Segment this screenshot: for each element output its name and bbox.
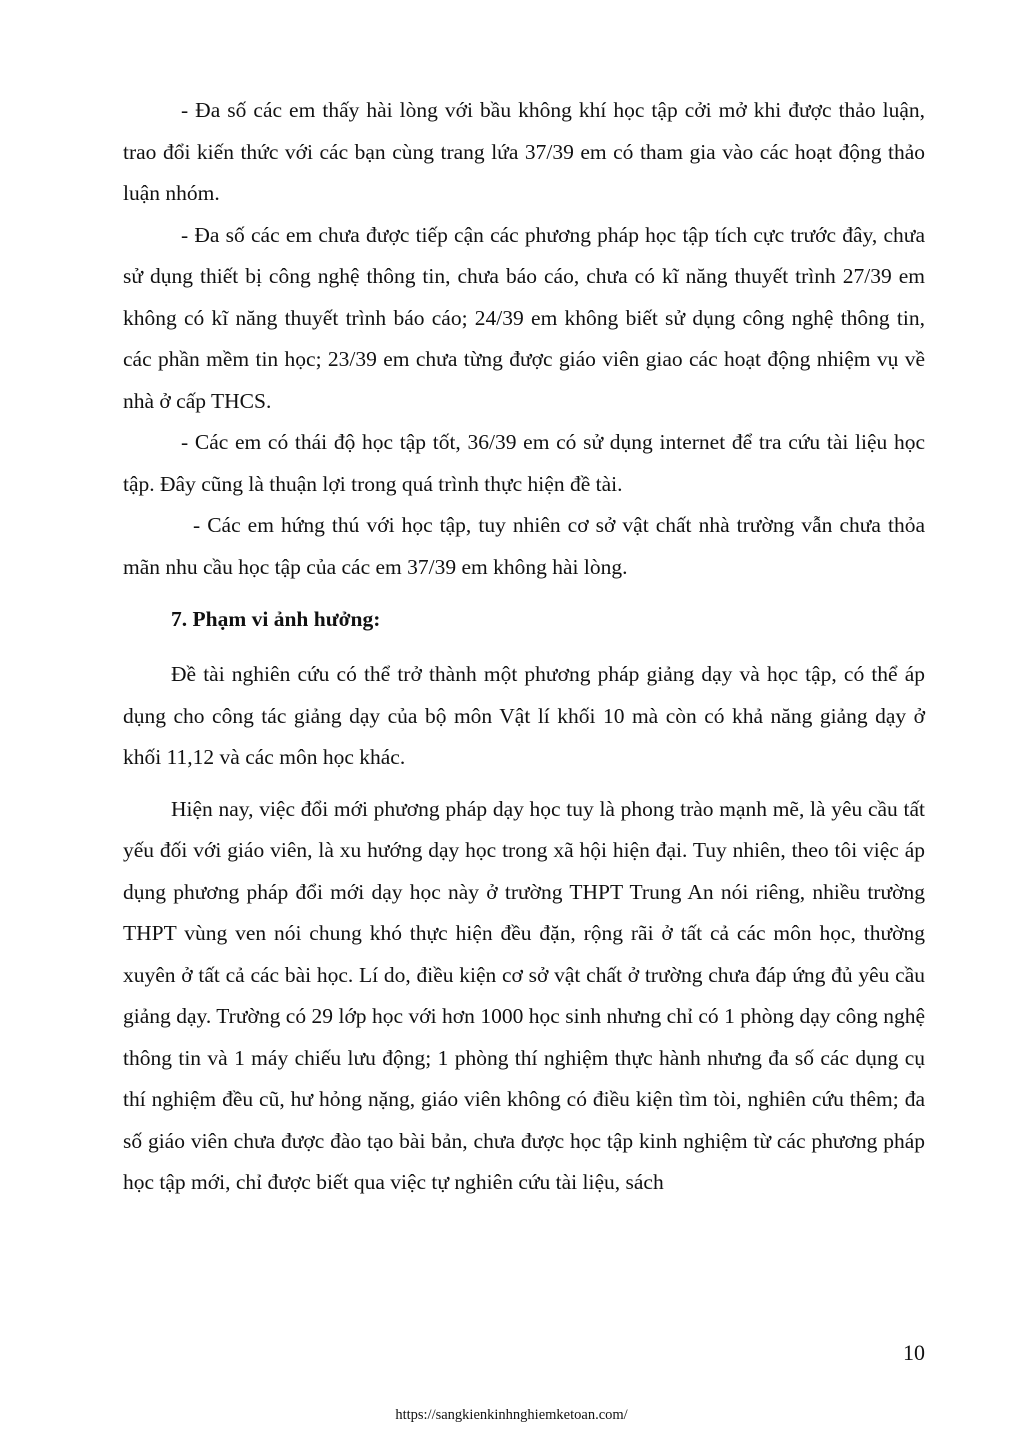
paragraph-attitude: - Các em có thái độ học tập tốt, 36/39 em có sử dụng internet để tra cứu tài liệu học tập. Đây cũng là thuận lợi trong quá trình thực hiện đề tài. (123, 430, 925, 496)
footer-url[interactable]: https://sangkienkinhnghiemketoan.com/ (395, 1407, 628, 1423)
paragraph-scope: Đề tài nghiên cứu có thể trở thành một phương pháp giảng dạy và học tập, có thể áp dụng cho công tác giảng dạy của bộ môn Vật lí khối 10 mà còn có khả năng giảng dạy ở khối 11,12 và các môn học khác. (123, 662, 925, 769)
paragraph-satisfaction: - Đa số các em thấy hài lòng với bầu không khí học tập cởi mở khi được thảo luận, trao đổi kiến thức với các bạn cùng trang lứa 37/39 em có tham gia vào các hoạt động thảo luận nhóm. (123, 98, 925, 205)
document-body (123, 90, 925, 1204)
page-number: 10 (903, 1340, 925, 1365)
paragraph-interest: - Các em hứng thú với học tập, tuy nhiên cơ sở vật chất nhà trường vẫn chưa thỏa mãn nhu cầu học tập của các em 37/39 em không hài lòng. (123, 513, 925, 579)
section-heading: 7. Phạm vi ảnh hưởng: (171, 607, 381, 631)
paragraph-methods-access: - Đa số các em chưa được tiếp cận các phương pháp học tập tích cực trước đây, chưa sử dụng thiết bị công nghệ thông tin, chưa báo cáo, chưa có kĩ năng thuyết trình 27/39 em không có kĩ năng thuyết trình báo cáo; 24/39 em không biết sử dụng công nghệ thông tin, các phần mềm tin học; 23/39 em chưa từng được giáo viên giao các hoạt động nhiệm vụ về nhà ở cấp THCS. (123, 222, 925, 413)
paragraph-current-situation: Hiện nay, việc đổi mới phương pháp dạy học tuy là phong trào mạnh mẽ, là yêu cầu tất yếu đối với giáo viên, là xu hướng dạy học trong xã hội hiện đại. Tuy nhiên, theo tôi việc áp dụng phương pháp đổi mới dạy học này ở trường THPT Trung An nói riêng, nhiều trường THPT vùng ven nói chung khó thực hiện đều đặn, rộng rãi ở tất cả các môn học, thường xuyên ở tất cả các bài học. Lí do, điều kiện cơ sở vật chất ở trường chưa đáp ứng đủ yêu cầu giảng dạy. Trường có 29 lớp học với hơn 1000 học sinh nhưng chỉ có 1 phòng dạy công nghệ thông tin và 1 máy chiếu lưu động; 1 phòng thí nghiệm thực hành nhưng đa số các dụng cụ thí nghiệm đều cũ, hư hỏng nặng, giáo viên không có điều kiện tìm tòi, nghiên cứu thêm; đa số giáo viên chưa được đào tạo bài bản, chưa được học tập kinh nghiệm từ các phương pháp học tập mới, chỉ được biết qua việc tự nghiên cứu tài liệu, sách (123, 796, 925, 1194)
